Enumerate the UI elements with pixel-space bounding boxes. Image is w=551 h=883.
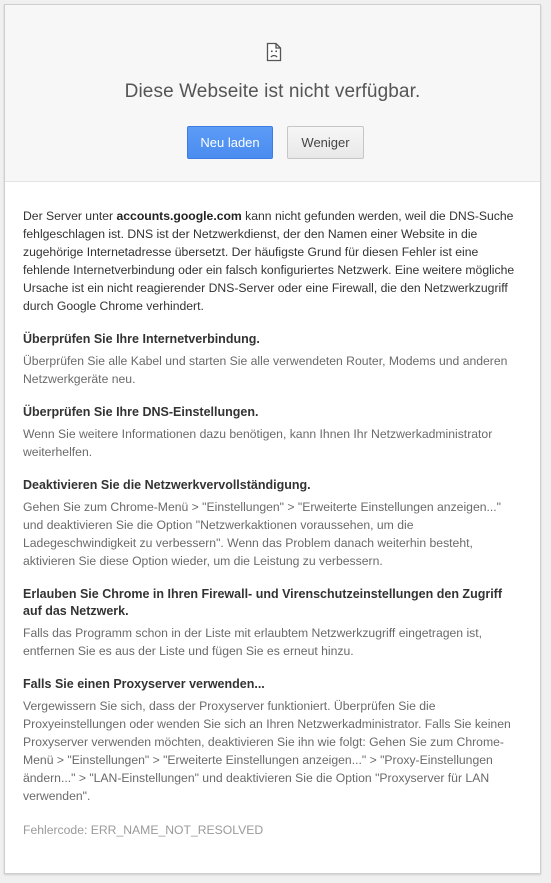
error-card [4, 4, 541, 874]
suggestion-heading: Überprüfen Sie Ihre DNS-Einstellungen. [23, 405, 259, 419]
suggestion-prediction [23, 477, 523, 570]
suggestion-proxy [23, 676, 523, 805]
suggestion-heading: Falls Sie einen Proxyserver verwenden... [23, 677, 265, 691]
page-title: Diese Webseite ist nicht verfügbar. [124, 81, 421, 102]
suggestion-dns [23, 404, 523, 461]
reload-button[interactable]: Neu laden [187, 126, 273, 159]
error-details [23, 207, 523, 839]
intro-text-before: Der Server unter [23, 209, 117, 223]
less-button[interactable]: Weniger [287, 126, 364, 159]
error-header [5, 5, 540, 182]
intro-text-after: kann nicht gefunden werden, weil die DNS-Suche fehlgeschlagen ist. DNS ist der Netzwerkdienst, der den Namen einer Website in die zugehörige Internetadresse übersetzt. Der häufigste Grund für diesen Fehler ist eine fehlende Internetverbindung oder ein falsch konfiguriertes Netzwerk. Eine weitere mögliche Ursache ist ein nicht reagierender DNS-Server oder eine Firewall, die den Netzwerkzugriff durch Google Chrome verhindert. [23, 209, 515, 313]
suggestion-body: Wenn Sie weitere Informationen dazu benötigen, kann Ihnen Ihr Netzwerkadministrator weiterhelfen. [23, 427, 493, 459]
suggestion-heading: Erlauben Sie Chrome in Ihren Firewall- und Virenschutzeinstellungen den Zugriff auf das Netzwerk. [23, 587, 502, 618]
suggestion-heading: Deaktivieren Sie die Netzwerkvervollständigung. [23, 478, 311, 492]
suggestion-firewall [23, 586, 523, 660]
suggestion-internet [23, 331, 523, 388]
suggestion-body: Falls das Programm schon in der Liste mit erlaubtem Netzwerkzugriff eingetragen ist, entfernen Sie es aus der Liste und fügen Sie es erneut hinzu. [23, 626, 483, 658]
error-description [23, 207, 523, 315]
suggestion-body: Gehen Sie zum Chrome-Menü > "Einstellungen" > "Erweiterte Einstellungen anzeigen..." und deaktivieren Sie die Option "Netzwerkaktionen voraussehen, um die Ladegeschwindigkeit zu verbessern". Wenn das Problem danach weiterhin besteht, aktivieren Sie diese Option wieder, um die Leistung zu verbessern. [23, 500, 501, 568]
suggestion-heading: Überprüfen Sie Ihre Internetverbindung. [23, 332, 260, 346]
error-code: Fehlercode: ERR_NAME_NOT_RESOLVED [23, 823, 264, 837]
suggestion-body: Überprüfen Sie alle Kabel und starten Sie alle verwendeten Router, Modems und anderen Netzwerkgeräte neu. [23, 354, 508, 386]
server-host: accounts.google.com [116, 209, 242, 223]
suggestion-body: Vergewissern Sie sich, dass der Proxyserver funktioniert. Überprüfen Sie die Proxyeinstellungen oder wenden Sie sich an Ihren Netzwerkadministrator. Falls Sie keinen Proxyserver verwenden möchten, deaktivieren Sie ihn wie folgt: Gehen Sie zum Chrome-Menü > "Einstellungen" > "Erweiterte Einstellungen anzeigen..." > "Proxy-Einstellungen ändern..." > "LAN-Einstellungen" und deaktivieren Sie die Option "Proxyserver für LAN verwenden". [23, 699, 511, 803]
sad-page-icon [266, 42, 282, 62]
